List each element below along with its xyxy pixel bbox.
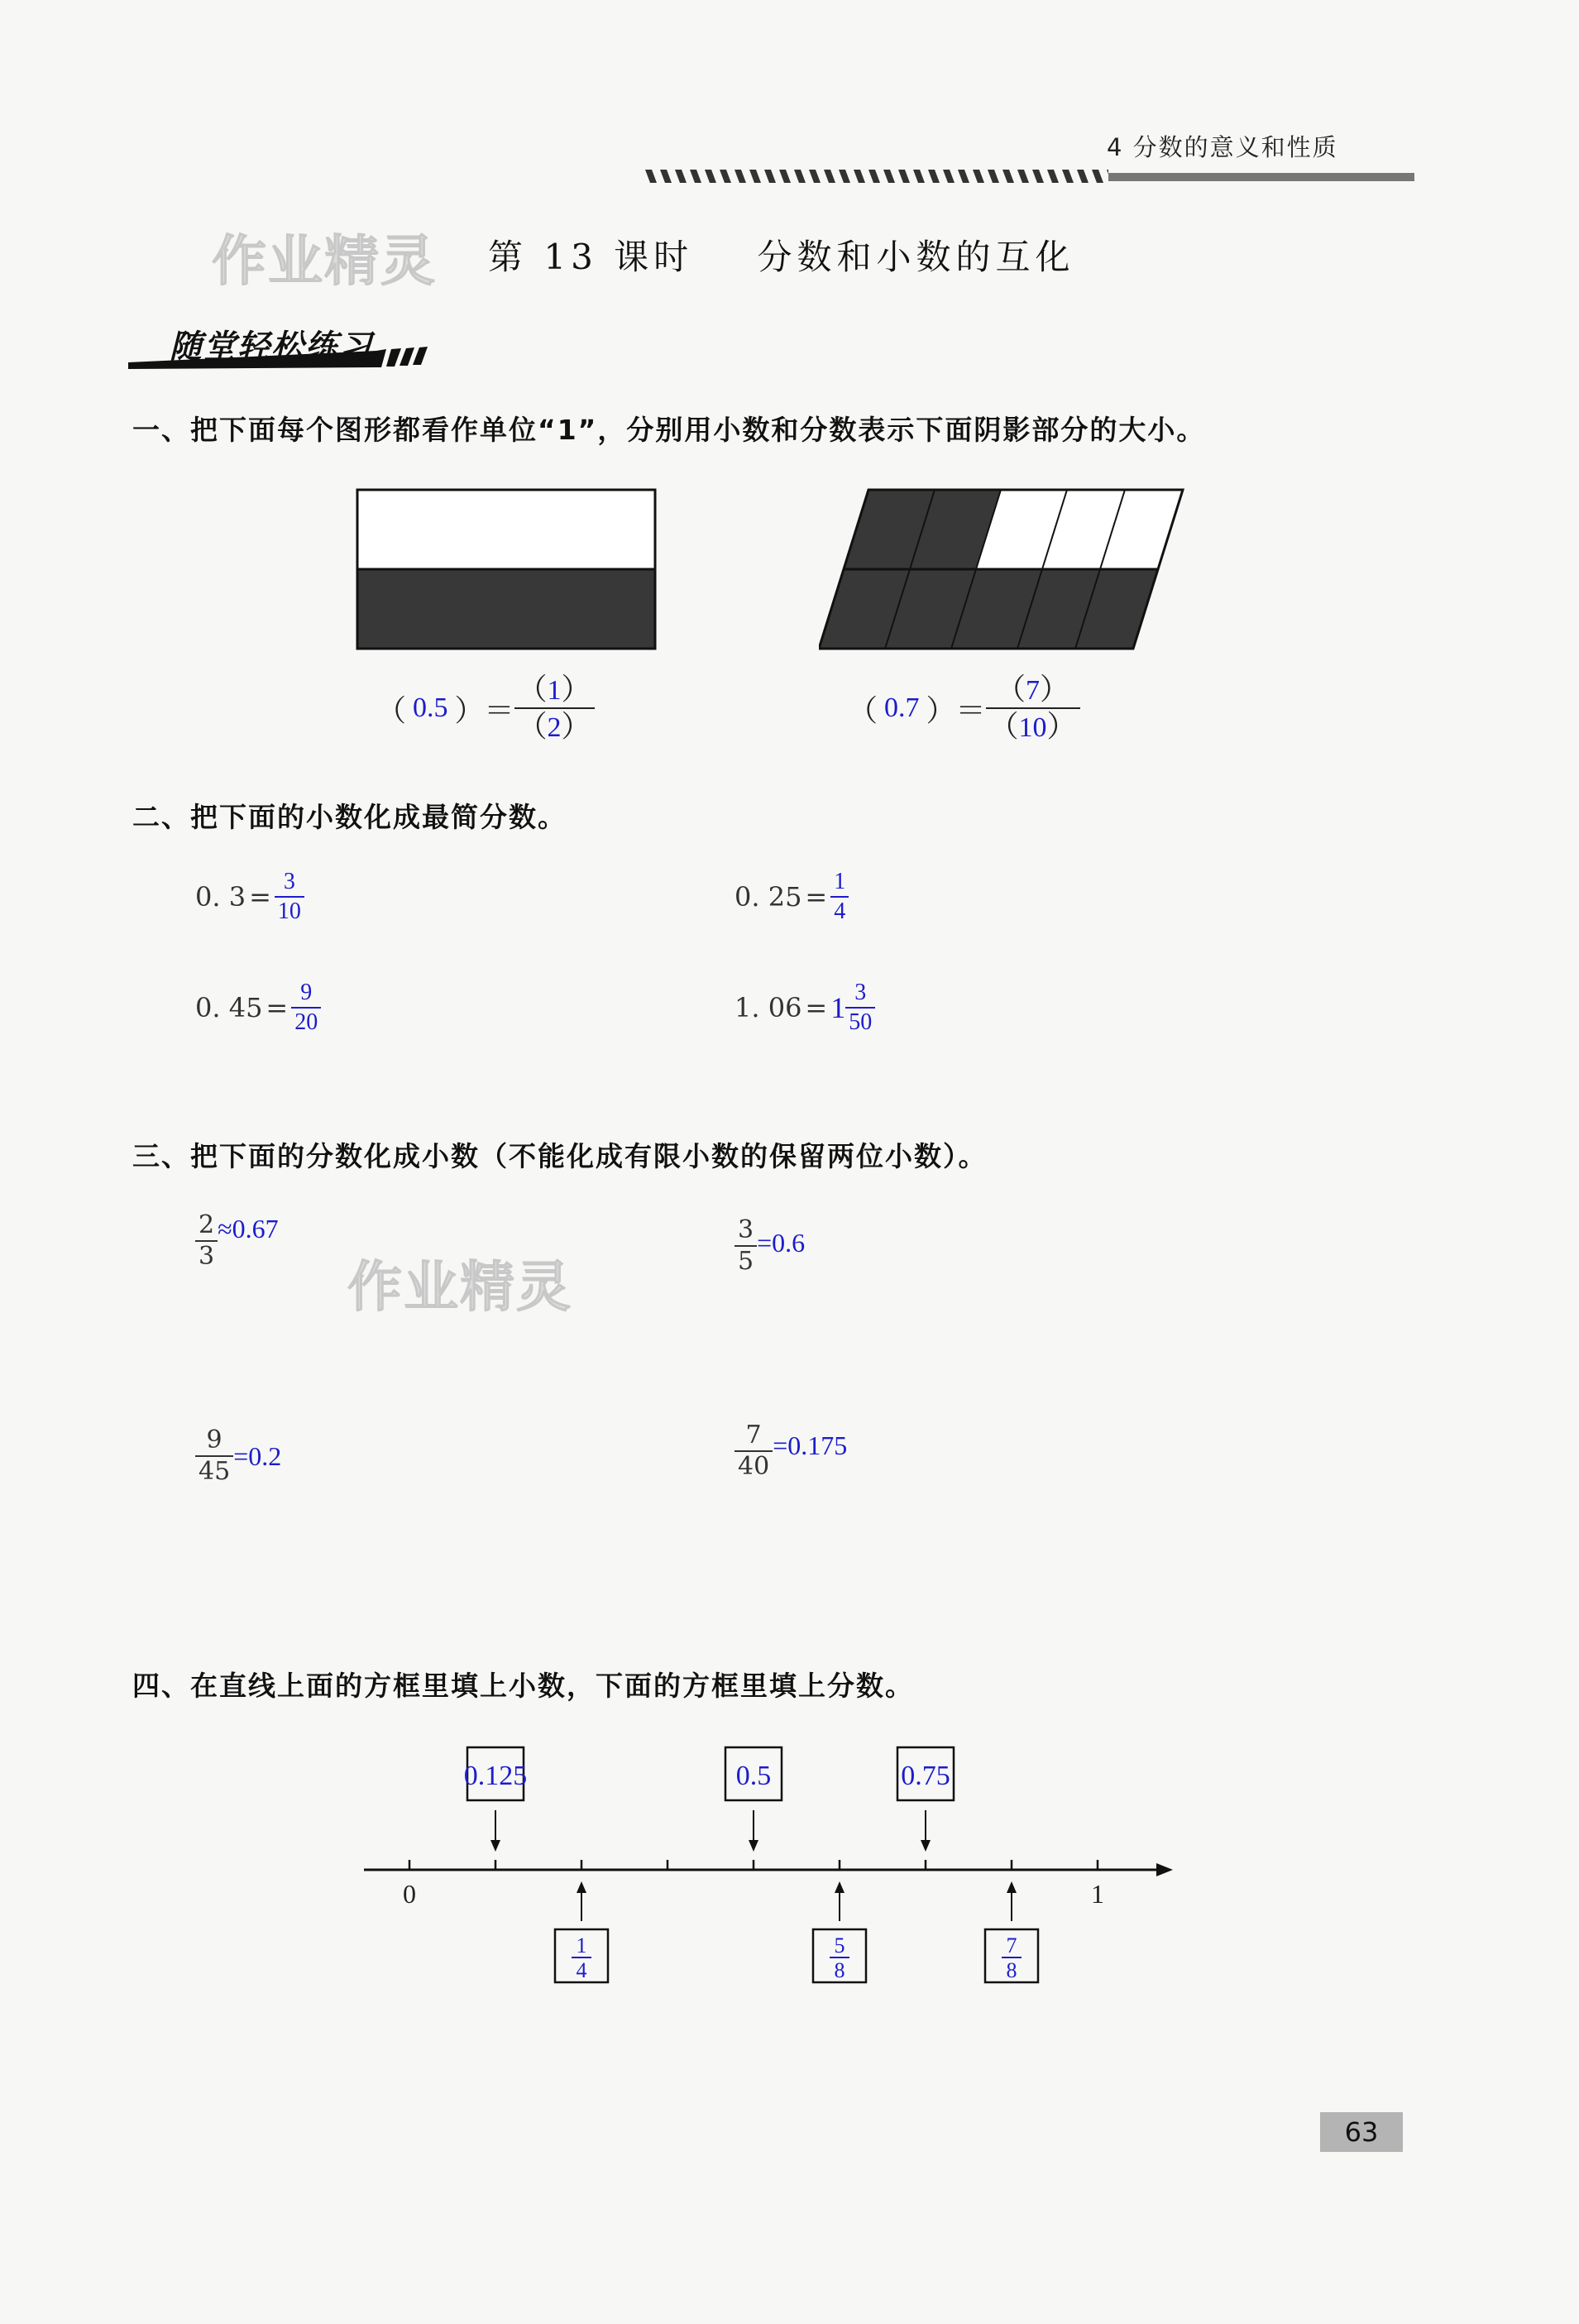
q1-decimal-2: 0.7 — [884, 692, 920, 723]
bottom-answer-box — [985, 1881, 1038, 1982]
watermark-logo: 作业精灵 — [212, 229, 437, 293]
chapter-header: 4 分数的意义和性质 — [1107, 133, 1338, 161]
watermark-logo: 作业精灵 — [347, 1255, 572, 1319]
page-number: 63 — [1320, 2112, 1403, 2152]
down-arrow-icon — [749, 1840, 758, 1852]
answer-numerator: 1 — [576, 1933, 587, 1957]
answer-denominator: 8 — [1006, 1958, 1017, 1982]
answer-decimal: 0.75 — [901, 1761, 950, 1791]
q3-item-4: $\frac{7}{40}$ =0.175 — [734, 1423, 847, 1479]
q2-item-1: 0. 3 = $\frac{3}{10}$ — [195, 870, 304, 923]
number-line-start-label: 0 — [403, 1879, 416, 1909]
answer-denominator: 4 — [576, 1958, 587, 1982]
answer-decimal: 0.125 — [463, 1761, 528, 1791]
number-line-axis — [364, 1863, 1173, 1876]
q1-numerator-1: 1 — [547, 675, 562, 706]
q1-title: 一、把下面每个图形都看作单位“1”，分别用小数和分数表示下面阴影部分的大小。 — [132, 414, 1206, 446]
q1-answer-1: （ 0.5 ）＝ $\frac{(1)}{(2)}$ — [376, 674, 595, 742]
number-line-figure — [331, 1721, 1208, 2002]
answer-decimal: 0.5 — [735, 1761, 772, 1791]
down-arrow-icon — [490, 1840, 500, 1852]
top-answer-boxes — [464, 1747, 954, 1852]
q3-answer-4: =0.175 — [773, 1430, 848, 1460]
q1-rectangle-figure — [356, 488, 662, 654]
practice-label: 随堂轻松练习 — [170, 328, 374, 366]
number-line-ticks — [409, 1860, 1098, 1870]
q1-parallelogram-figure — [819, 488, 1191, 654]
top-answer-box — [464, 1747, 528, 1852]
number-line-end-label: 1 — [1091, 1879, 1104, 1909]
q3-answer-1: ≈0.67 — [218, 1213, 279, 1243]
q2-item-2: 0. 25 = $\frac{1}{4}$ — [734, 870, 849, 923]
q4-title: 四、在直线上面的方框里填上小数，下面的方框里填上分数。 — [132, 1670, 914, 1702]
q1-denominator-2: 10 — [1018, 712, 1047, 743]
q2-title: 二、把下面的小数化成最简分数。 — [132, 801, 567, 833]
header-hatch-bar — [645, 170, 1414, 183]
q3-item-2: $\frac{3}{5}$ =0.6 — [734, 1218, 805, 1274]
answer-numerator: 7 — [1006, 1933, 1017, 1957]
q1-numerator-2: 7 — [1026, 675, 1041, 706]
top-answer-box — [725, 1747, 782, 1852]
q1-answer-2: （ 0.7 ）＝ $\frac{(7)}{(10)}$ — [848, 674, 1080, 742]
up-arrow-icon — [835, 1881, 845, 1893]
answer-numerator: 5 — [834, 1933, 845, 1957]
top-answer-box — [897, 1747, 954, 1852]
bottom-answer-box — [555, 1881, 608, 1982]
down-arrow-icon — [921, 1840, 931, 1852]
q3-title: 三、把下面的分数化成小数（不能化成有限小数的保留两位小数）。 — [132, 1140, 988, 1172]
q3-answer-2: =0.6 — [757, 1227, 806, 1258]
arrow-head-icon — [1156, 1863, 1173, 1876]
q3-item-3: $\frac{9}{45}$ =0.2 — [195, 1428, 281, 1484]
up-arrow-icon — [577, 1881, 586, 1893]
q3-answer-3: =0.2 — [233, 1440, 282, 1471]
lesson-title: 第 13 课时 分数和小数的互化 — [488, 237, 1075, 277]
q2-item-4: 1. 06 = 1 $\frac{3}{50}$ — [734, 981, 875, 1034]
q1-denominator-1: 2 — [547, 712, 562, 743]
bottom-answer-box — [813, 1881, 866, 1982]
up-arrow-icon — [1007, 1881, 1017, 1893]
q3-item-1: $\frac{2}{3}$ ≈0.67 — [195, 1213, 279, 1269]
bottom-answer-boxes — [555, 1881, 1038, 1982]
q2-item-3: 0. 45 = $\frac{9}{20}$ — [195, 981, 321, 1034]
q1-decimal-1: 0.5 — [413, 692, 448, 723]
answer-denominator: 8 — [834, 1958, 845, 1982]
